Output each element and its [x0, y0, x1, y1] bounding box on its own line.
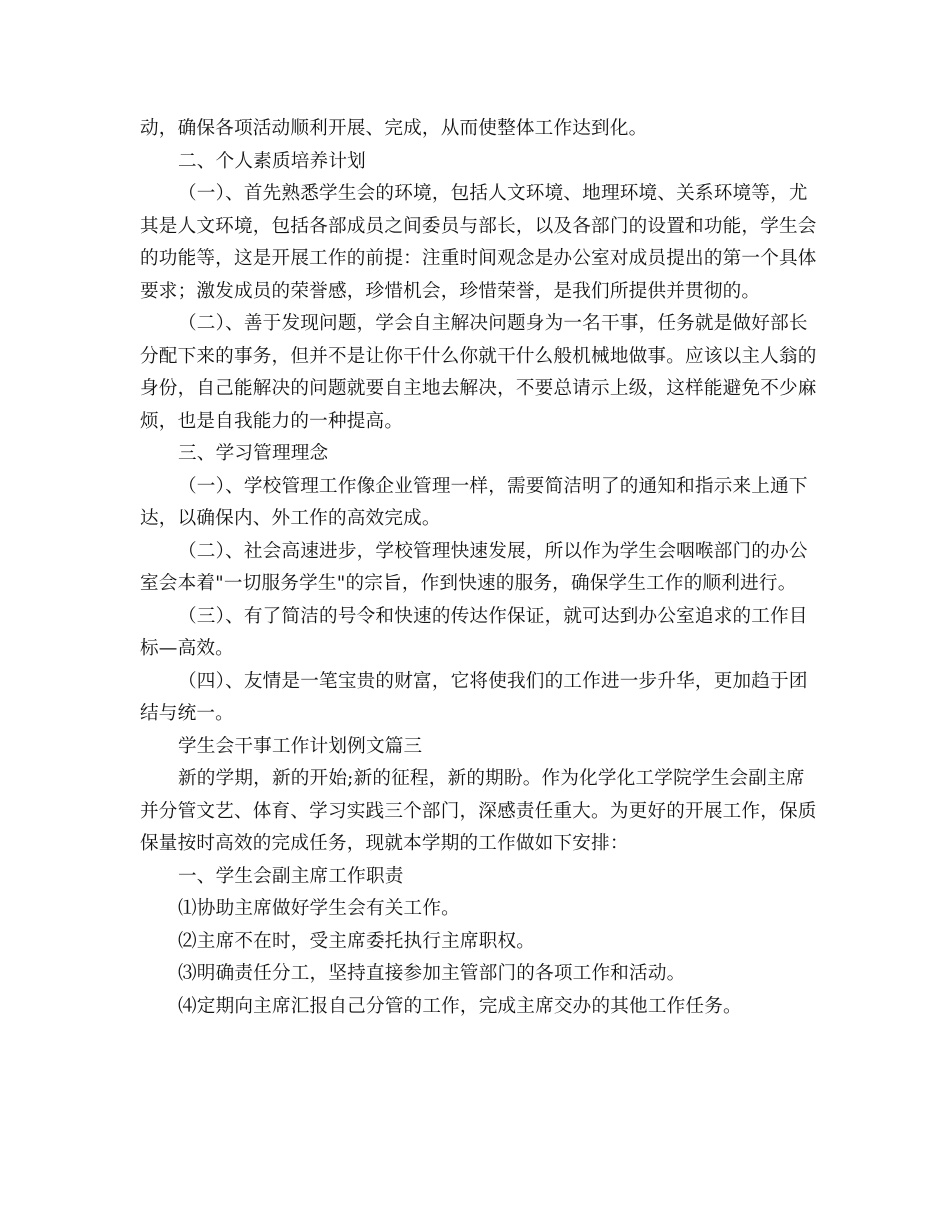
list-item: ⑴协助主席做好学生会有关工作。	[178, 898, 460, 919]
text-line: （二）、善于发现问题，学会自主解决问题身为一名干事，任务就是做好部长	[178, 313, 808, 334]
text-line: 的功能等，这是开展工作的前提：注重时间观念是办公室对成员提出的第一个具体	[140, 248, 817, 269]
text-line: 动，确保各项活动顺利开展、完成，从而使整体工作达到化。	[140, 118, 648, 139]
text-line: 并分管文艺、体育、学习实践三个部门，深感责任重大。为更好的开展工作，保质	[140, 800, 817, 822]
article-title: 学生会干事工作计划例文篇三	[178, 735, 423, 757]
list-item: ⑷定期向主席汇报自己分管的工作，完成主席交办的其他工作任务。	[178, 995, 742, 1017]
text-line: 新的学期，新的开始;新的征程，新的期盼。作为化学化工学院学生会副主席	[178, 768, 805, 789]
text-line: （三）、有了简洁的号令和快速的传达作保证，就可达到办公室追求的工作目	[178, 605, 808, 627]
text-line: 达，以确保内、外工作的高效完成。	[140, 508, 441, 529]
text-line: 要求；激发成员的荣誉感，珍惜机会，珍惜荣誉，是我们所提供并贯彻的。	[140, 280, 761, 302]
text-line: （四）、友情是一笔宝贵的财富，它将使我们的工作进一步升华，更加趋于团	[178, 670, 808, 692]
text-line: （二）、社会高速进步，学校管理快速发展，所以作为学生会咽喉部门的办公	[178, 540, 808, 562]
text-line: 分配下来的事务，但并不是让你干什么你就干什么般机械地做事。应该以主人翁的	[140, 345, 817, 367]
list-item: ⑶明确责任分工，坚持直接参加主管部门的各项工作和活动。	[178, 963, 686, 984]
document-body	[140, 113, 820, 1023]
section-heading: 二、个人素质培养计划	[178, 150, 366, 172]
text-line: 标—高效。	[140, 638, 234, 659]
text-line: 身份，自己能解决的问题就要自主地去解决，不要总请示上级，这样能避免不少麻	[140, 378, 817, 399]
text-line: 室会本着"一切服务学生"的宗旨，作到快速的服务，确保学生工作的顺利进行。	[140, 573, 797, 594]
text-line: 结与统一。	[140, 703, 234, 724]
list-item: ⑵主席不在时，受主席委托执行主席职权。	[178, 930, 536, 952]
text-line: 烦，也是自我能力的一种提高。	[140, 410, 404, 432]
text-line: 其是人文环境，包括各部成员之间委员与部长，以及各部门的设置和功能，学生会	[140, 215, 817, 237]
text-line: 保量按时高效的完成任务，现就本学期的工作做如下安排：	[140, 833, 629, 854]
section-heading: 一、学生会副主席工作职责	[178, 865, 404, 887]
text-line: （一）、学校管理工作像企业管理一样，需要简洁明了的通知和指示来上通下	[178, 475, 808, 497]
text-line: （一）、首先熟悉学生会的环境，包括人文环境、地理环境、关系环境等，尤	[178, 183, 808, 204]
section-heading: 三、学习管理理念	[178, 443, 329, 464]
